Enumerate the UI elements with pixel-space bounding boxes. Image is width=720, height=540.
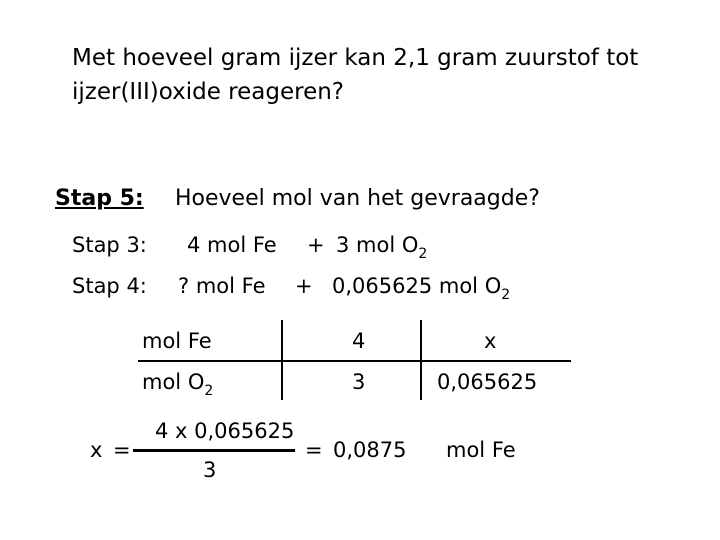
table-row1-col1: 4 <box>352 329 366 353</box>
table-row2-col2: 0,065625 <box>437 370 538 394</box>
table-row1-label: mol Fe <box>142 329 212 353</box>
fraction-bar <box>133 449 295 452</box>
step5-text: Hoeveel mol van het gevraagde? <box>175 186 540 211</box>
table-row2-label: mol $O_2$ <box>142 370 214 399</box>
table-divider-horizontal <box>138 360 571 362</box>
calc-denominator: 3 <box>203 458 217 482</box>
step3-fe: 4 mol Fe <box>187 233 277 257</box>
calc-unit: mol Fe <box>446 438 516 462</box>
question-line-1: Met hoeveel gram ijzer kan 2,1 gram zuurstof tot <box>72 45 639 71</box>
step3-label: Stap 3: <box>72 233 147 257</box>
table-row2-col1: 3 <box>352 370 366 394</box>
step3-oxygen: 3 mol $O_2$ <box>336 233 428 262</box>
calc-equals-2: = <box>305 438 323 462</box>
step4-fe: ? mol Fe <box>178 274 266 298</box>
question-line-2: ijzer(III)oxide reageren? <box>72 79 345 105</box>
table-divider-vertical-1 <box>281 320 283 400</box>
calc-variable: x <box>90 438 103 462</box>
step5-label: Stap 5: <box>55 186 144 211</box>
step4-label: Stap 4: <box>72 274 147 298</box>
calc-numerator: 4 x 0,065625 <box>155 419 295 443</box>
step4-plus: + <box>295 274 313 298</box>
step3-plus: + <box>307 233 325 257</box>
table-divider-vertical-2 <box>420 320 422 400</box>
calc-result: 0,0875 <box>333 438 407 462</box>
calc-equals-1: = <box>113 438 131 462</box>
table-row1-col2: x <box>484 329 497 353</box>
step4-oxygen: 0,065625 mol $O_2$ <box>332 274 511 303</box>
